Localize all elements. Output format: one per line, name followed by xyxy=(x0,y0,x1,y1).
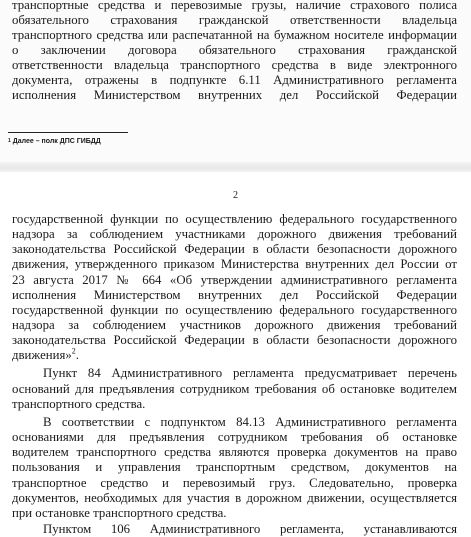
page-number: 2 xyxy=(233,190,238,201)
text-line: Пункт 84 Административного регламента предусматривает перечень xyxy=(43,366,457,380)
text-line: движения, утвержденного приказом Министерства внутренних дел России от xyxy=(12,257,457,271)
text-line: о заключении договора обязательного страхования гражданской xyxy=(12,43,457,57)
text-line: Пунктом 106 Административного регламента, устанавливаются xyxy=(43,522,457,536)
text-fragment: . xyxy=(75,348,79,362)
text-line: документов, необходимых для участия в дорожном движении, осуществляется xyxy=(12,491,457,505)
text-line: обязательного страхования гражданской ответственности владельца xyxy=(12,13,457,27)
text-line: транспортное средство и перевозимый груз. Следовательно, проверка xyxy=(12,476,457,490)
text-line: водителем транспортного средства являются проверка документов на право xyxy=(12,445,457,459)
text-line: транспортные средства и перевозимые грузы, наличие страхового полиса xyxy=(12,0,457,12)
text-line: 23 августа 2017 № 664 «Об утверждении административного регламента xyxy=(12,273,457,287)
text-line: при остановке транспортного средства. xyxy=(12,506,227,520)
text-line: В соответствии с подпунктом 84.13 Административного регламента xyxy=(43,415,457,429)
text-line: транспортного средства. xyxy=(12,397,146,411)
text-line: исполнения Министерством внутренних дел Российской Федерации xyxy=(12,288,457,302)
text-line: законодательства Российской Федерации в области безопасности дорожного xyxy=(12,242,457,256)
text-line: надзора за соблюдением участников дорожного движения требований xyxy=(12,318,457,332)
previous-page xyxy=(0,0,471,170)
text-line: законодательства Российской Федерации в области безопасности дорожного xyxy=(12,333,457,347)
text-line: государственной функции по осуществлению федерального государственного xyxy=(12,212,457,226)
footnote-marker: 2 xyxy=(71,348,76,356)
text-line: исполнения Министерством внутренних дел Российской Федерации xyxy=(12,88,457,102)
text-line: надзора за соблюдением участниками дорожного движения требований xyxy=(12,227,457,241)
text-fragment: движения» xyxy=(12,348,72,362)
text-line: оснований для предъявления сотрудником требования об остановке водителем xyxy=(12,382,457,396)
text-line: пользования и управления транспортным средством, документов на xyxy=(12,460,457,474)
text-line: транспортного средства или распечатанной на бумажном носителе информации xyxy=(12,28,457,42)
footnote-marker: 1 xyxy=(8,138,11,144)
footnote-text: Далее – полк ДПС ГИБДД xyxy=(10,138,101,145)
text-line: государственной функции по осуществлению федерального государственного xyxy=(12,303,457,317)
footnote xyxy=(8,137,101,146)
text-line xyxy=(12,348,457,363)
footnote-divider xyxy=(8,132,128,133)
text-line: основаниями для предъявления сотрудником требования об остановке xyxy=(12,430,457,444)
text-line: ответственности владельца транспортного средства в виде электронного xyxy=(12,58,457,72)
text-line: документа, отражены в подпункте 6.11 Административного регламента xyxy=(12,73,457,87)
